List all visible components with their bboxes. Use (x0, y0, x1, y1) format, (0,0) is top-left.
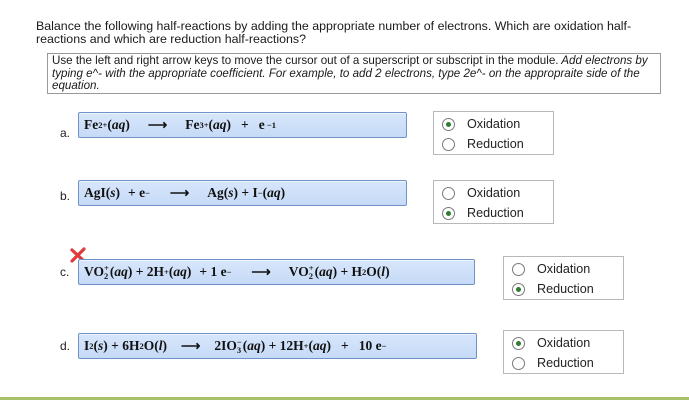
option-reduction-d[interactable] (512, 355, 594, 371)
bottom-divider (0, 397, 689, 400)
option-label: Reduction (467, 137, 524, 151)
option-reduction-b[interactable] (442, 205, 524, 221)
options-a (433, 111, 554, 155)
option-label: Reduction (467, 206, 524, 220)
radio-empty-icon[interactable] (442, 187, 455, 200)
option-label: Reduction (537, 356, 594, 370)
option-label: Reduction (537, 282, 594, 296)
options-b (433, 180, 554, 224)
option-label: Oxidation (537, 336, 591, 350)
equation-field-c[interactable]: VO + 2 ( aq ) + 2H + ( aq ) + 1 e − ⟶ VO + 2 ( aq ) + H 2 O( l ) (78, 259, 475, 285)
option-oxidation-a[interactable] (442, 116, 520, 132)
radio-empty-icon[interactable] (442, 138, 455, 151)
radio-selected-icon[interactable] (442, 118, 455, 131)
option-reduction-a[interactable] (442, 136, 524, 152)
option-label: Oxidation (467, 117, 521, 131)
radio-empty-icon[interactable] (512, 357, 525, 370)
radio-selected-icon[interactable] (512, 283, 525, 296)
radio-empty-icon[interactable] (512, 263, 525, 276)
instruction-lead: Use the left and right arrow keys to move the cursor out of a superscript or subscript in the module. (52, 54, 559, 67)
row-b-label: b. (60, 189, 71, 203)
option-reduction-c[interactable] (512, 281, 594, 297)
radio-selected-icon[interactable] (512, 337, 525, 350)
instruction-box (47, 53, 661, 94)
radio-selected-icon[interactable] (442, 207, 455, 220)
option-oxidation-d[interactable] (512, 335, 590, 351)
instruction-body: Add electrons by typing e^- with the appropriate coefficient. For example, to add 2 electrons, type 2e^- on the appropraite side of the equation. (52, 54, 648, 93)
options-d (503, 330, 624, 374)
equation-field-d[interactable]: I 2 ( s ) + 6H 2 O( l ) ⟶ 2IO − 3 ( aq ) + 12H + ( aq ) + 10 e − (78, 333, 477, 359)
row-a-label: a. (60, 126, 71, 140)
question-text: Balance the following half-reactions by adding the appropriate number of electrons. Which are oxidation half-reactions and which are reduction half-reactions? (36, 19, 632, 46)
option-label: Oxidation (467, 186, 521, 200)
options-c (503, 256, 624, 300)
row-d-label: d. (60, 339, 71, 353)
option-label: Oxidation (537, 262, 591, 276)
row-c-label: c. (60, 265, 70, 279)
option-oxidation-b[interactable] (442, 185, 520, 201)
equation-field-b[interactable]: AgI( s ) + e − ⟶ Ag( s ) + I − ( aq ) (78, 180, 407, 206)
equation-field-a[interactable]: Fe 2+ ( aq ) ⟶ Fe 3+ ( aq ) + e −1 (78, 112, 407, 138)
option-oxidation-c[interactable] (512, 261, 590, 277)
